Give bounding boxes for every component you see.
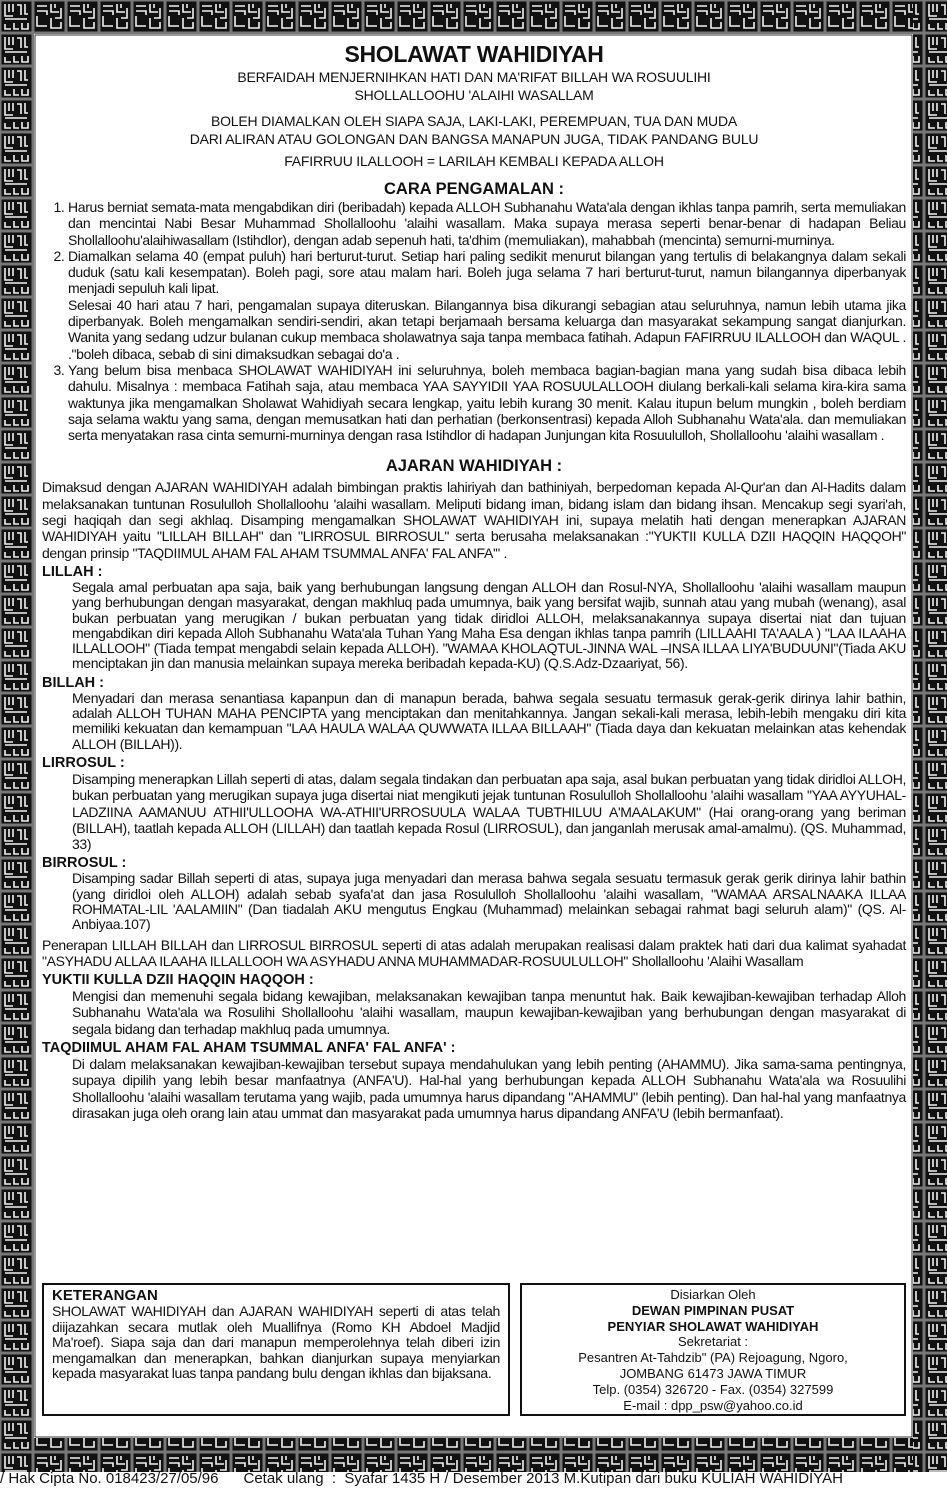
section-heading: CARA PENGAMALAN : xyxy=(384,180,564,198)
keterangan-box xyxy=(42,1283,510,1416)
subsection-title: YUKTII KULLA DZII HAQQIN HAQQOH : xyxy=(42,972,314,989)
subsection-title: LIRROSUL : xyxy=(42,754,125,771)
paragraph: Mengisi dan memenuhi segala bidang kewajiban, melaksanakan kewajiban tanpa menuntut hak. Baik kewajiban-kewajiban terhadap Alloh Subhanahu Wata'ala wa Rosulihi Shollalloohu 'alaihi wasallam, maupun kewajiban-kewajiban yang berhubungan dengan masyarakat di segala bidang dan terhadap makhluq pada umumnya. xyxy=(72,988,906,1037)
section-heading: AJARAN WAHIDIYAH : xyxy=(385,457,563,476)
paragraph: Di dalam melaksanakan kewajiban-kewajiban tersebut supaya mendahulukan yang lebih penting (AHAMMU). Jika sama-sama pentingnya, supaya dipilih yang lebih besar manfaatnya (ANFA'U). Hal-hal yang berhubungan kepada ALLOH Subhanahu Wata'ala wa Rosuulihi Shollalloohu 'alaihi wasallam terutama yang wajib, pada umumnya harus dipandang "AHAMMU" (lebih penting). Dan hal-hal yang manfaatnya dirasakan juga oleh orang lain atau ummat dan masyarakat pada umumnya harus dipandang ANFA'U (lebih bermanfaat). xyxy=(72,1056,906,1121)
footer-credits: / Hak Cipta No. 018423/27/05/96 Cetak ulang : Syafar 1435 H / Desember 2013 M.Kutipan dari buku KULIAH WAHIDIYAH xyxy=(0,1470,843,1487)
address: JOMBANG 61473 JAWA TIMUR xyxy=(619,1365,807,1381)
address: Pesantren At-Tahdzib" (PA) Rejoagung, Ngoro, xyxy=(578,1350,848,1366)
list-item: 1. Harus berniat semata-mata mengabdikan diri (beribadah) kepada ALLOH Subhanahu Wata'ala dengan ikhlas tanpa pamrih, serta memuliakan dan mencintai Nabi Besar Muhammad Shollalloohu 'alaihi wasallam. Maka supaya merasa seperti benar-benar di hadapan Beliau Shollalloohu'alaihiwasallam (Istihdlor), dengan adab sepenuh hati, ta'dhim (memuliakan), mahabbah (mencinta) semurni-murninya. xyxy=(68,199,906,248)
subtitle: BERFAIDAH MENJERNIHKAN HATI DAN MA'RIFAT BILLAH WA ROSUULIHI xyxy=(237,69,711,85)
publisher-line: Disiarkan Oleh xyxy=(670,1287,756,1302)
paragraph: Disamping sadar Billah seperti di atas, supaya juga menyadari dan merasa bahwa segala sesuatu termasuk gerak gerik dirinya lahir bathin (yang diridloi oleh ALLOH) adalah sebab syafa'at dan jasa Rosululloh Shollalloohu 'alaihi wasallam, "WAMAA ARSALNAAKA ILLAA ROHMATAL-LIL 'AALAMIIN" (Dan tiadalah AKU mengutus Engkau (Muhammad) melainkan sebagai rahmat bagi seluruh alam)" (QS. Al-Anbiyaa.107) xyxy=(72,870,906,933)
paragraph: Penerapan LILLAH BILLAH dan LIRROSUL BIRROSUL seperti di atas adalah merupakan realisasi dalam praktek hati dari dua kalimat syahadat "ASYHADU ALLAA ILAAHA ILLALLOOH WA ASYHADU ANNA MUHAMMADAR-ROSUULULLOH" Shollalloohu 'Alaihi Wasallam xyxy=(42,936,906,969)
paragraph: Dimaksud dengan AJARAN WAHIDIYAH adalah bimbingan praktis lahiriyah dan bathiniyah, berpedoman kepada Al-Qur'an dan Al-Hadits dalam melaksanakan tuntunan Rosululloh Shollalloohu 'alaihi wasallam. Meliputi bidang iman, bidang islam dan bidang ihsan. Mencakup segi syari'ah, segi haqiqah dan segi akhlaq. Disamping mengamalkan SHOLAWAT WAHIDIYAH ini, supaya melatih hati dengan menerapkan AJARAN WAHIDIYAH yaitu "LILLAH BILLAH" dan "LIRROSUL BIRROSUL" serta berusaha melaksanakan :"YUKTII KULLA DZII HAQQIN HAQQOH" dengan prinsip "TAQDIIMUL AHAM FAL AHAM TSUMMAL ANFA' FAL ANFA'" . xyxy=(42,479,906,561)
list-item: 3. Yang belum bisa menbaca SHOLAWAT WAHIDIYAH ini seluruhnya, boleh membaca bagian-bagian mana yang sudah bisa dibaca lebih dahulu. Misalnya : membaca Fatihah saja, atau membaca YAA SAYYIDII YAA ROSUULALLOOH diulang berkali-kali selama kira-kira sama waktunya jika mengamalkan Sholawat Wahidiyah secara lengkap, yaitu lebih kurang 30 menit. Kalau itupun belum mungkin , boleh berdiam saja selama waktu yang sama, dengan memusatkan hati dan perhatian (berkonsentrasi) kepada Alloh Subhanahu Wata'ala. dan memuliakan serta menyatakan rasa cinta semurni-murninya dengan rasa Istihdlor di hadapan Junjungan kita Rosuululloh, Shollalloohu 'alaihi wasallam . xyxy=(68,362,906,443)
subsection-title: LILLAH : xyxy=(42,563,103,580)
paragraph: Menyadari dan merasa senantiasa kapanpun dan di manapun berada, bahwa segala sesuatu termasuk gerak-gerik dirinya lahir bathin, adalah ALLOH TUHAN MAHA PENCIPTA yang menciptakan dan menitahkannya. Jangan sekali-kali merasa, lebih-lebih mengaku diri kita memiliki kekuatan dan kemampuan "LAA HAULA WALAA QUWWATA ILLAA BILLAAH" (Tiada daya dan kekuatan melainkan atas kehendak ALLOH (BILLAH)). xyxy=(72,689,906,752)
note: DARI ALIRAN ATAU GOLONGAN DAN BANGSA MANAPUN JUGA, TIDAK PANDANG BULU xyxy=(189,131,759,147)
practice-list xyxy=(42,199,906,443)
paragraph: Disamping menerapkan Lillah seperti di atas, dalam segala tindakan dan perbuatan apa saja, asal bukan perbuatan yang tidak diridloi ALLOH, bukan perbuatan yang merugikan supaya juga disertai niat mengikuti jejak tuntunan Rosululloh Shollalloohu 'alaihi wasallam "YAA AYYUHAL-LADZIINA AAMANUU ATHII'ULLOOHA WA-ATHII'URROSUULA WALAA TUBTHILUU A'MAALAKUM" (Hai orang-orang yang beriman (BILLAH), taatlah kepada ALLOH (LILLAH) dan taatlah kepada Rosul (LIRROSUL), dan janganlah merusak amal-amalmu). (QS. Muhammad, 33) xyxy=(72,770,906,853)
subtitle: SHOLLALLOOHU 'ALAIHI WASALLAM xyxy=(354,87,594,103)
subsection-title: TAQDIIMUL AHAM FAL AHAM TSUMMAL ANFA' FAL ANFA' : xyxy=(42,1040,456,1057)
paragraph: SHOLAWAT WAHIDIYAH dan AJARAN WAHIDIYAH seperti di atas telah diijazahkan secara mutlak oleh Muallifnya (Romo KH Abdoel Madjid Ma'roef). Siapa saja dan dari manapun memperolehnya telah diberi izin mengamalkan dan menerapkan, bahkan dianjurkan supaya menyiarkan kepada masyarakat luas tanpa pandang bulu dengan ikhlas dan bijaksana. xyxy=(52,1303,500,1382)
document-body xyxy=(42,36,906,1413)
page-title: SHOLAWAT WAHIDIYAH xyxy=(344,41,604,67)
paragraph: Segala amal perbuatan apa saja, baik yang berhubungan langsung dengan ALLOH dan Rosul-NYA, Shollalloohu 'alaihi wasallam maupun yang berhubungan dengan masyarakat, dengan makhluq pada umumnya, baik yang bersifat wajib, sunnah atau yang mubah (wenang), asal bukan perbuatan yang merugikan / bukan perbuatan yang tidak diridloi ALLOH, melaksanakannya supaya disertai niat dan tujuan mengabdikan diri kepada Alloh Subhanahu Wata'ala Tuhan Yang Maha Esa dengan ikhlas tanpa pamrih (LILLAAHI TA'AALA ) "LAA ILAAHA ILLALLOOH" (Tiada tempat mengabdi selain kepada ALLOH). "WAMAA KHOLAQTUL-JINNA WAL –INSA ILLAA LIYA'BUDUUNI"(Tiada AKU menciptakan jin dan manusia melainkan supaya mereka beribadah kepada-KU) (Q.S.Adz-Dzaariyat, 56). xyxy=(72,578,906,672)
note: FAFIRRUU ILALLOOH = LARILAH KEMBALI KEPADA ALLOH xyxy=(284,153,664,169)
publisher-line: Sekretariat : xyxy=(677,1334,749,1350)
subsection-title: BIRROSUL : xyxy=(42,855,127,872)
publisher-box xyxy=(520,1283,906,1416)
publisher-name: PENYIAR SHOLAWAT WAHIDIYAH xyxy=(607,1318,819,1334)
email: E-mail : dpp_psw@yahoo.co.id xyxy=(623,1397,803,1413)
subsection-title: BILLAH : xyxy=(42,674,105,691)
box-title: KETERANGAN xyxy=(52,1287,158,1304)
list-item: 2. Diamalkan selama 40 (empat puluh) hari berturut-turut. Setiap hari paling sedikit menurut bilangan yang tertulis di belakangnya dalam sekali duduk (satu kali kesempatan). Boleh pagi, sore atau malam hari. Boleh juga selama 7 hari berturut-turut, namun bilangannya diperbanyak menjadi sepuluh kali lipat. Selesai 40 hari atau 7 hari, pengamalan supaya diteruskan. Bilangannya bisa dikurangi sebagian atau seluruhnya, namun lebih utama jika diperbanyak. Boleh mengamalkan sendiri-sendiri, akan tetapi berjamaah bersama keluarga dan masyarakat sekampung sangat dianjurkan. Wanita yang sedang udzur bulanan cukup membaca sholawatnya saja tanpa membaca fatihah. Adapun FAFIRRUU ILALLOOH dan WAQUL . ."boleh dibaca, sebab di sini dimaksudkan sebagai do'a . xyxy=(68,248,906,362)
info-boxes xyxy=(42,1283,906,1416)
publisher-name: DEWAN PIMPINAN PUSAT xyxy=(631,1302,795,1318)
note: BOLEH DIAMALKAN OLEH SIAPA SAJA, LAKI-LAKI, PEREMPUAN, TUA DAN MUDA xyxy=(210,113,738,129)
phone: Telp. (0354) 326720 - Fax. (0354) 327599 xyxy=(592,1381,834,1397)
